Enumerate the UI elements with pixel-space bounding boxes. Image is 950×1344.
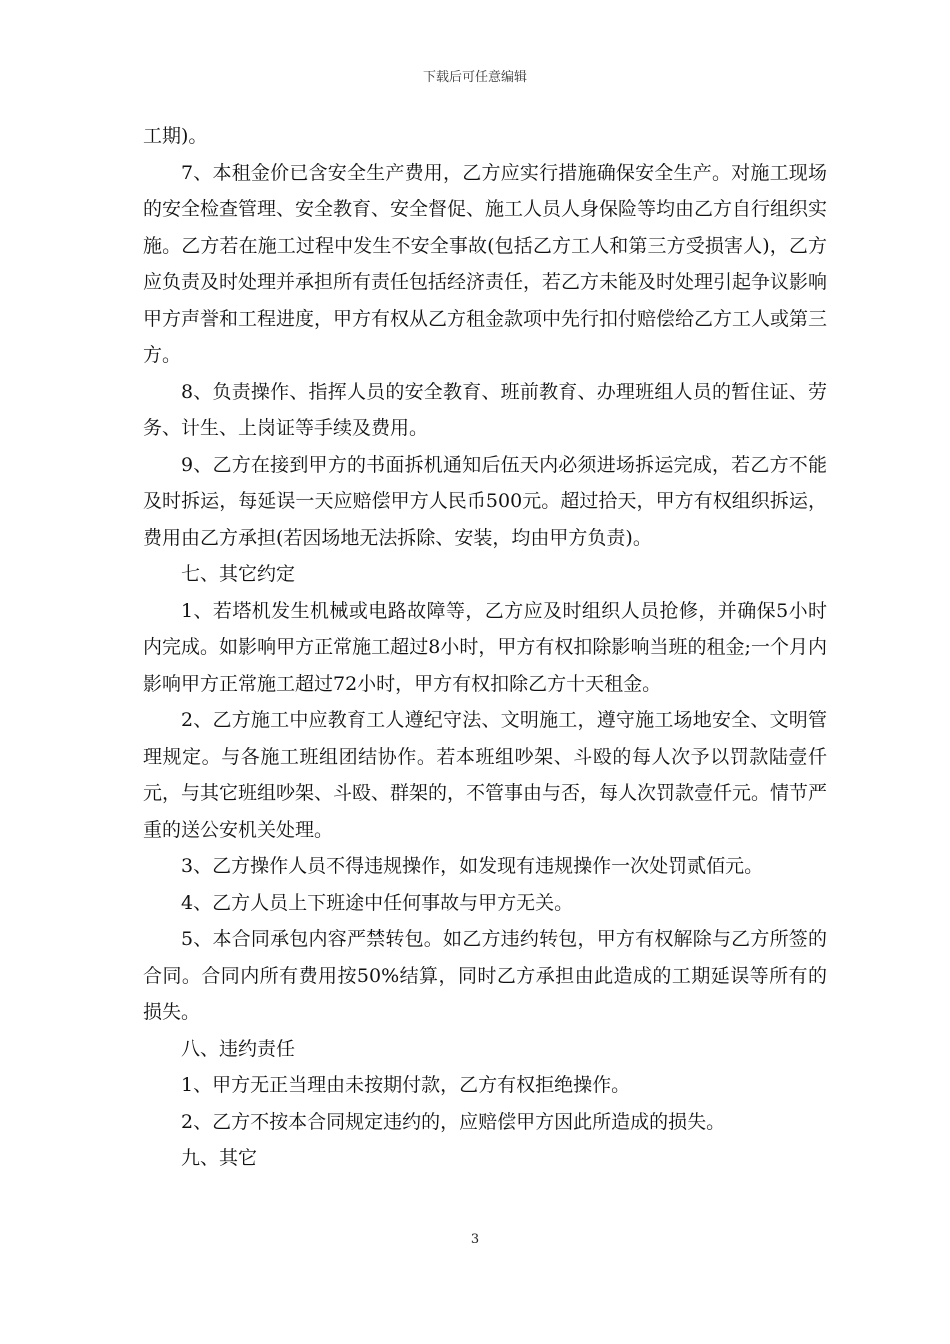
paragraph-clause: 4、乙方人员上下班途中任何事故与甲方无关。 <box>181 891 574 914</box>
paragraph-clause: 5、本合同承包内容严禁转包。如乙方违约转包，甲方有权解除与乙方所签的合同。合同内所有费用按50%结算，同时乙方承担由此造成的工期延误等所有的损失。 <box>143 928 827 1023</box>
paragraph-clause-7: 7、本租金价已含安全生产费用，乙方应实行措施确保安全生产。对施工现场的安全检查管理、安全教育、安全督促、施工人员人身保险等均由乙方自行组织实施。乙方若在施工过程中发生不安全事故(包括乙方工人和第三方受损害人)，乙方应负责及时处理并承担所有责任包括经济责任，若乙方未能及时处理引起争议影响甲方声誉和工程进度，甲方有权从乙方租金款项中先行扣付赔偿给乙方工人或第三方。 <box>143 161 828 366</box>
section-heading-9: 九、其它 <box>181 1147 258 1169</box>
document-body <box>143 118 827 1177</box>
paragraph-clause-9: 9、乙方在接到甲方的书面拆机通知后伍天内必须进场拆运完成，若乙方不能及时拆运，每延误一天应赔偿甲方人民币500元。超过拾天，甲方有权组织拆运，费用由乙方承担(若因场地无法拆除、安装，均由甲方负责)。 <box>143 453 827 549</box>
paragraph-clause: 2、乙方不按本合同规定违约的，应赔偿甲方因此所造成的损失。 <box>181 1110 726 1133</box>
section-heading-7: 七、其它约定 <box>181 563 296 585</box>
paragraph-clause: 1、若塔机发生机械或电路故障等，乙方应及时组织人员抢修，并确保5小时内完成。如影响甲方正常施工超过8小时，甲方有权扣除影响当班的租金;一个月内影响甲方正常施工超过72小时，甲方有权扣除乙方十天租金。 <box>143 599 827 695</box>
section-heading-8: 八、违约责任 <box>181 1037 296 1060</box>
paragraph-clause-8: 8、负责操作、指挥人员的安全教育、班前教育、办理班组人员的暂住证、劳务、计生、上岗证等手续及费用。 <box>143 380 827 439</box>
paragraph-clause: 2、乙方施工中应教育工人遵纪守法、文明施工，遵守施工场地安全、文明管理规定。与各施工班组团结协作。若本班组吵架、斗殴的每人次予以罚款陆壹仟元，与其它班组吵架、斗殴、群架的，不管事由与否，每人次罚款壹仟元。情节严重的送公安机关处理。 <box>143 709 828 841</box>
paragraph: 工期)。 <box>143 125 208 147</box>
page-number: 3 <box>470 1232 480 1247</box>
paragraph-clause: 1、甲方无正当理由未按期付款，乙方有权拒绝操作。 <box>181 1074 631 1096</box>
page-header: 下载后可任意编辑 <box>422 70 527 85</box>
paragraph-clause: 3、乙方操作人员不得违规操作，如发现有违规操作一次处罚贰佰元。 <box>181 855 764 877</box>
